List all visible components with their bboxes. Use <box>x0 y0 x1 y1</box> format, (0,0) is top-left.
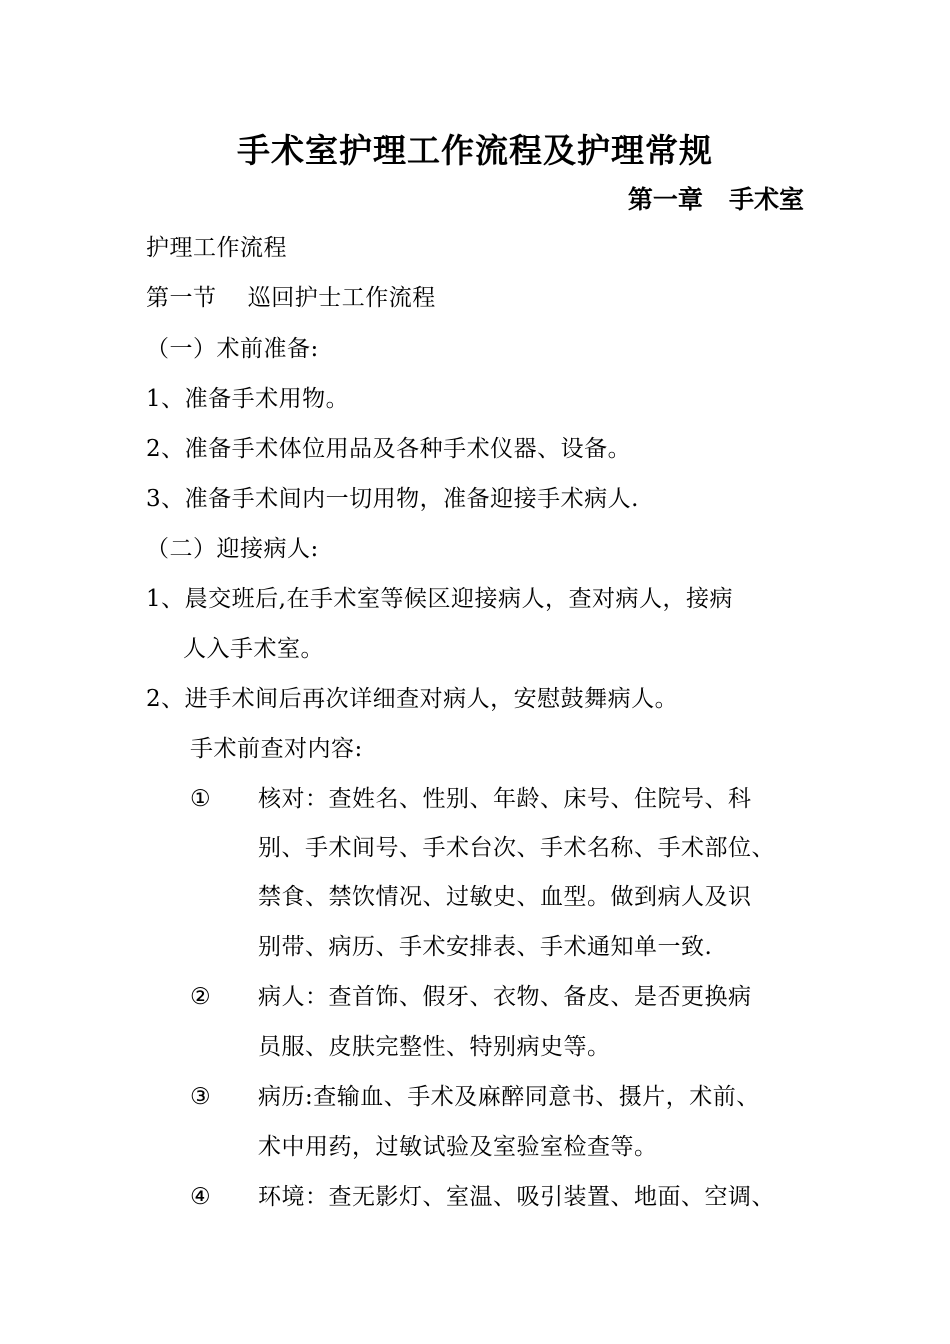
check-marker-1: ① <box>190 786 211 812</box>
check-1-line-1: 核对：查姓名、性别、年龄、床号、住院号、科 <box>258 786 752 812</box>
check-1-line-2: 别、手术间号、手术台次、手术名称、手术部位、 <box>258 835 775 861</box>
part2-item-1-line-2: 人入手术室。 <box>183 636 324 662</box>
part1-heading: （一）术前准备: <box>146 336 319 362</box>
part1-item-3: 3、准备手术间内一切用物，准备迎接手术病人. <box>146 486 639 512</box>
check-heading: 手术前查对内容: <box>190 736 363 762</box>
part2-item-2: 2、进手术间后再次详细查对病人，安慰鼓舞病人。 <box>146 686 679 712</box>
check-marker-3: ③ <box>190 1084 211 1110</box>
check-1-line-3: 禁食、禁饮情况、过敏史、血型。做到病人及识 <box>258 884 752 910</box>
section-heading: 第一节 巡回护士工作流程 <box>146 285 436 311</box>
heading-workflow: 护理工作流程 <box>146 235 287 261</box>
check-2-line-1: 病人：查首饰、假牙、衣物、备皮、是否更换病 <box>258 984 752 1010</box>
document-title: 手术室护理工作流程及护理常规 <box>237 131 713 170</box>
check-4-line-1: 环境：查无影灯、室温、吸引装置、地面、空调、 <box>258 1184 775 1210</box>
part2-item-1-line-1: 1、晨交班后,在手术室等候区迎接病人，查对病人，接病 <box>146 586 733 612</box>
chapter-label: 第一章 手术室 <box>627 185 804 214</box>
check-2-line-2: 员服、皮肤完整性、特别病史等。 <box>258 1034 611 1060</box>
part1-item-2: 2、准备手术体位用品及各种手术仪器、设备。 <box>146 436 632 462</box>
part2-heading: （二）迎接病人: <box>146 536 319 562</box>
check-marker-2: ② <box>190 984 211 1010</box>
part1-item-1: 1、准备手术用物。 <box>146 386 350 412</box>
check-3-line-2: 术中用药，过敏试验及室验室检查等。 <box>258 1134 658 1160</box>
check-marker-4: ④ <box>190 1184 211 1210</box>
check-3-line-1: 病历:查输血、手术及麻醉同意书、摄片，术前、 <box>258 1084 760 1110</box>
check-1-line-4: 别带、病历、手术安排表、手术通知单一致. <box>258 934 713 960</box>
